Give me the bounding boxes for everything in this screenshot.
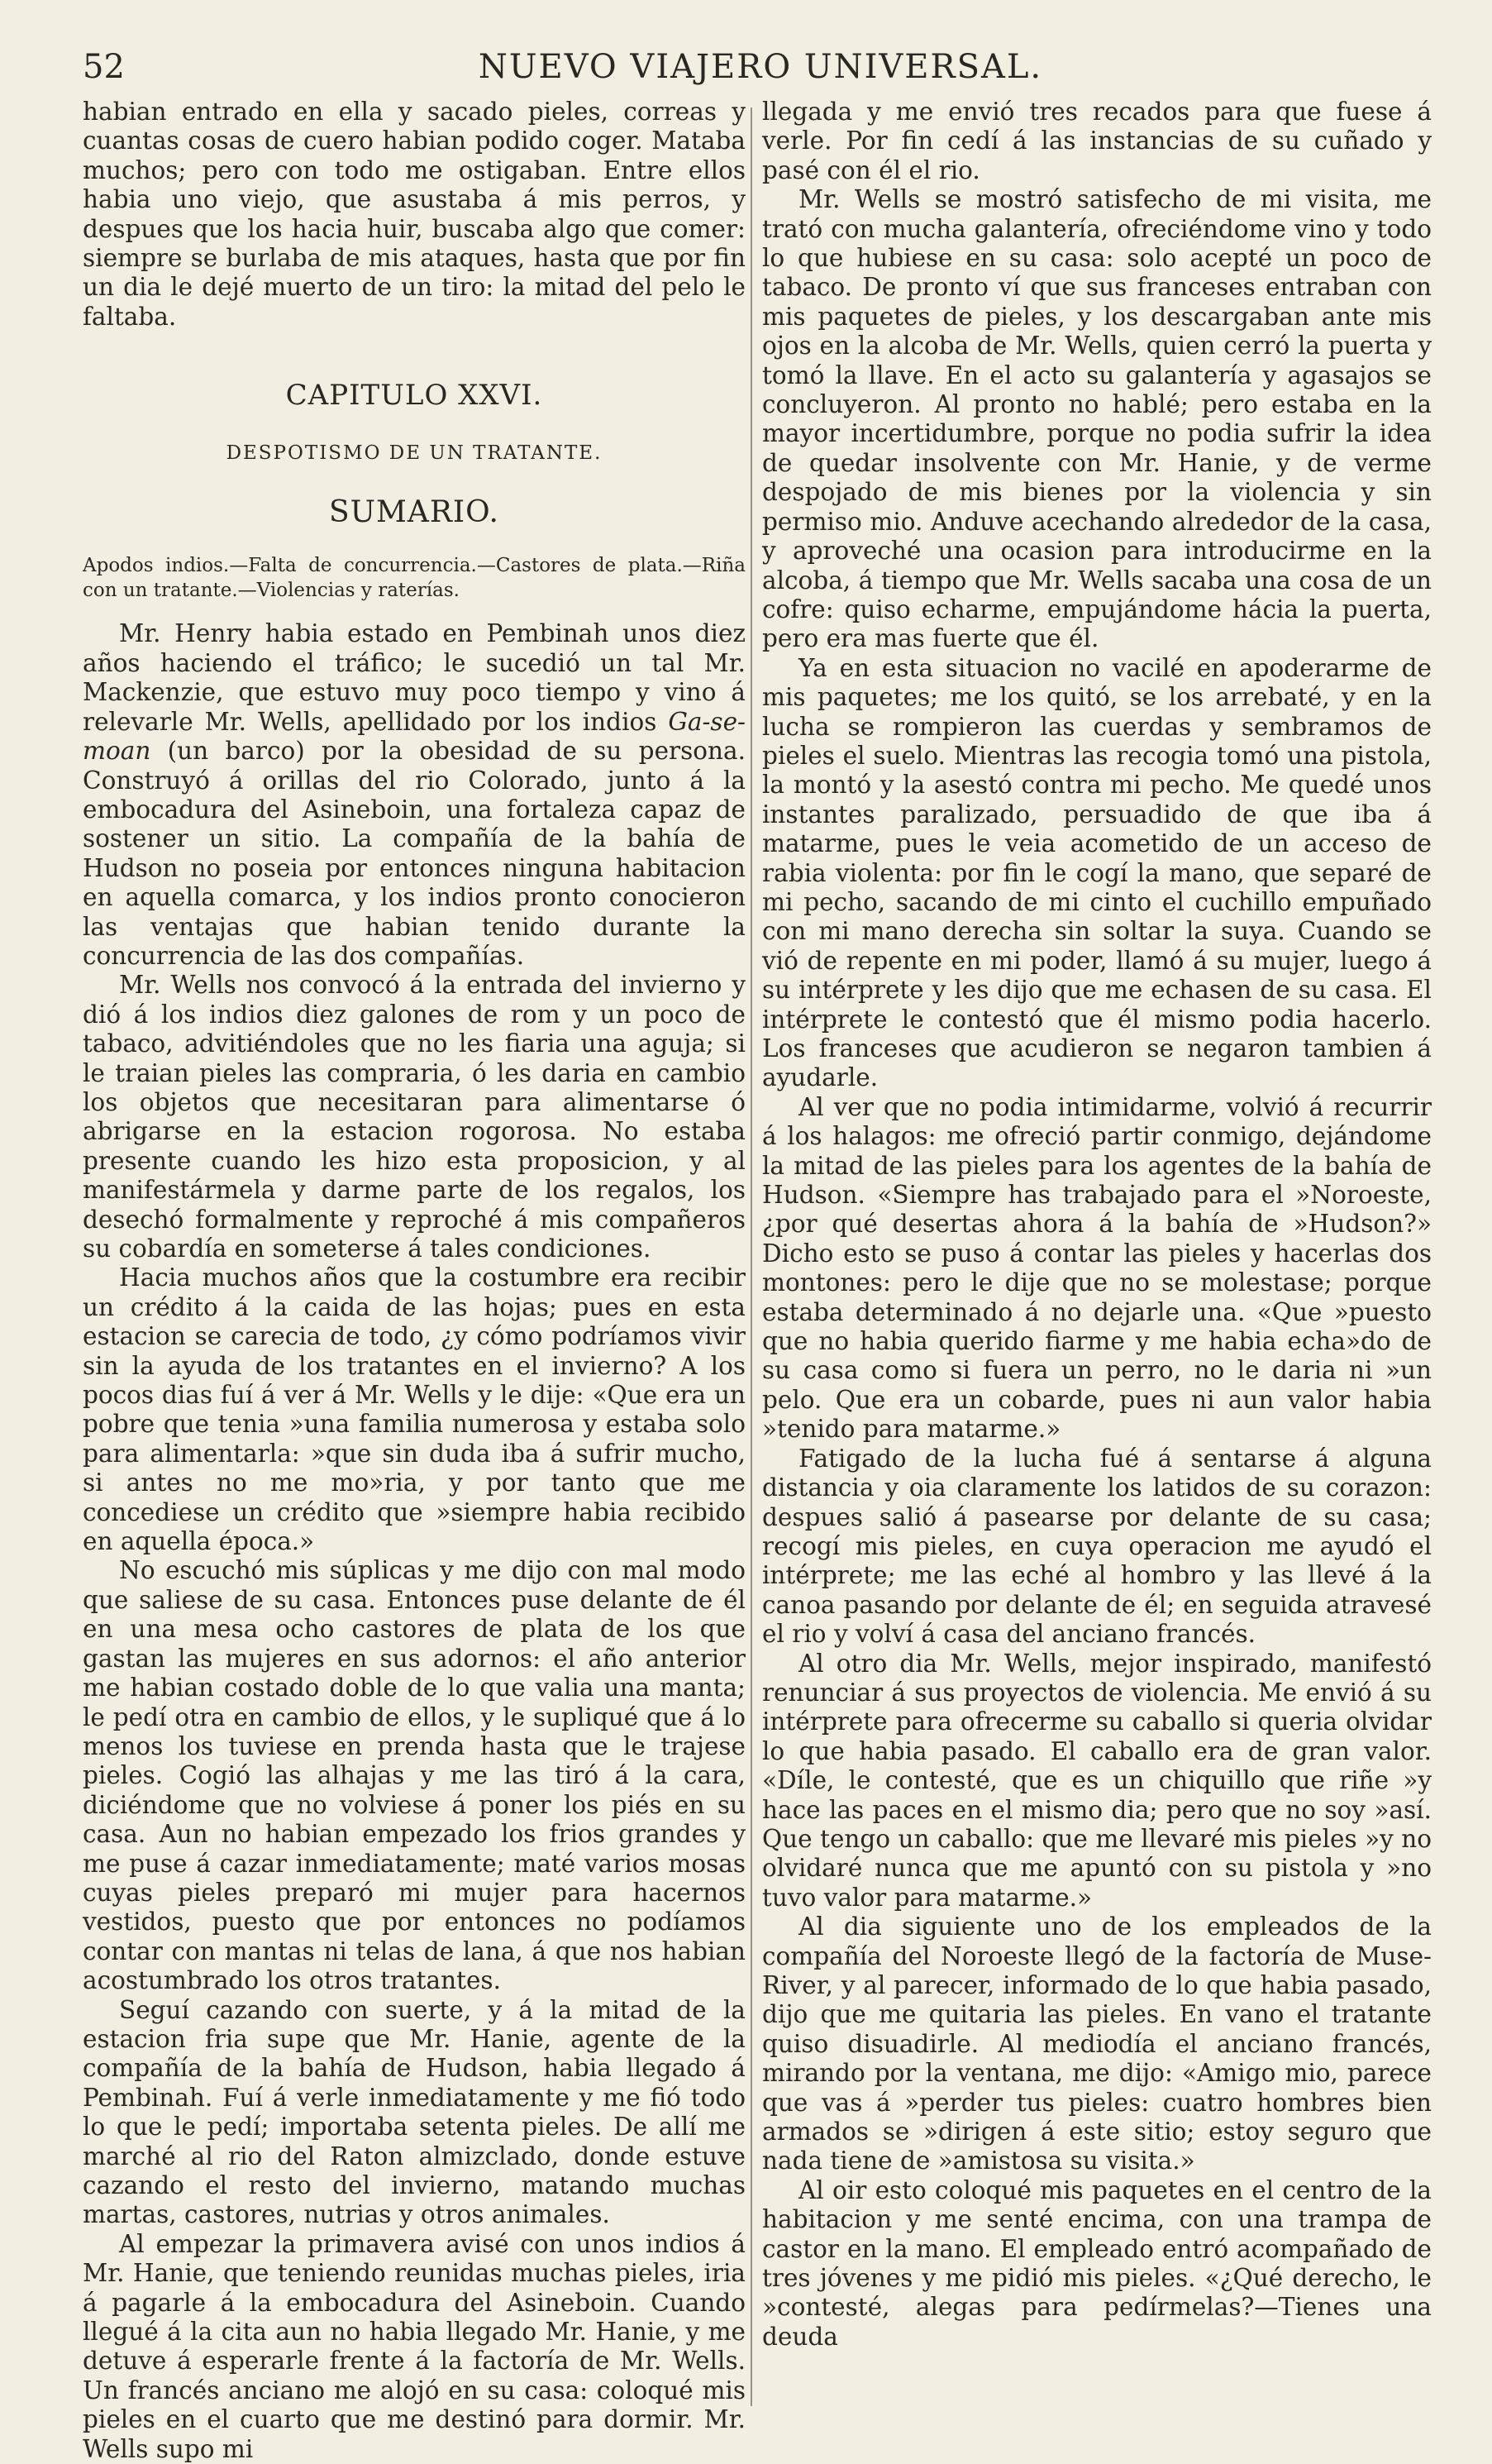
paragraph: Seguí cazando con suerte, y á la mitad de la estacion fria supe que Mr. Hanie, agente de la compañía de la bahía de Hudson, habia llegado á Pembinah. Fuí á verle inmediatamente y me fió todo lo que le pedí; importaba setenta pieles. De allí me marché al rio del Raton almizclado, donde estuve cazando el resto del invierno, matando muchas martas, castores, nutrias y otros animales. [83, 1995, 746, 2229]
running-head [83, 48, 1438, 89]
running-title: NUEVO VIAJERO UNIVERSAL. [478, 48, 1043, 86]
paragraph: Fatigado de la lucha fué á sentarse á alguna distancia y oia claramente los latidos de su corazon: despues salió á pasearse por delante de su casa; recogí mis pieles, en cuya operacion me ayudó el intérprete; me las eché al hombro y las llevé á la canoa pasando por delante de él; en seguida atravesé el rio y volví á casa del anciano francés. [762, 1444, 1432, 1649]
sumario-heading: SUMARIO. [328, 495, 500, 530]
paragraph: Ya en esta situacion no vacilé en apoderarme de mis paquetes; me los quitó, se los arrebaté, y en la lucha se rompieron las cuerdas y sembramos de pieles el suelo. Mientras las recogia tomó una pistola, la montó y la asestó contra mi pecho. Me quedé unos instantes paralizado, persuadido de que iba á matarme, pues le veia acometido de un acceso de rabia violenta: por fin le cogí la mano, que separé de mi pecho, sacando de mi cinto el cuchillo empuñado con mi mano derecha sin soltar la suya. Cuando se vió de repente en mi poder, llamó á su mujer, luego á su intérprete y les dijo que me echasen de su casa. El intérprete le contestó que él mismo podia hacerlo. Los franceses que acudieron se negaron tambien á ayudarle. [762, 653, 1432, 1092]
chapter-heading: CAPITULO XXVI. [285, 379, 543, 413]
right-column [762, 98, 1432, 2404]
paragraph: Al oir esto coloqué mis paquetes en el centro de la habitacion y me senté encima, con una trampa de castor en la mano. El empleado entró acompañado de tres jóvenes y me pidió mis pieles. «¿Qué derecho, le »contesté, alegas para pedírmelas?—Tienes una deuda [762, 2175, 1432, 2351]
paragraph [83, 619, 746, 971]
paragraph: Al ver que no podia intimidarme, volvió á recurrir á los halagos: me ofreció partir conmigo, dejándome la mitad de las pieles para los agentes de la bahía de Hudson. «Siempre has trabajado para el »Noroeste, ¿por qué desertas ahora á la bahía de »Hudson?» Dicho esto se puso á contar las pieles y hacerlas dos montones: pero le dije que no se molestase; porque estaba determinado á no dejarle una. «Que »puesto que no habia querido fiarme y me habia echa»do de su casa como si fuera un perro, no le daria ni »un pelo. Que era un cobarde, pues ni aun valor habia »tenido para matarme.» [762, 1092, 1432, 1444]
paragraph: Hacia muchos años que la costumbre era recibir un crédito á la caida de las hojas; pues en esta estacion se carecia de todo, ¿y cómo podríamos vivir sin la ayuda de los tratantes en el invierno? A los pocos dias fuí á ver á Mr. Wells y le dije: «Que era un pobre que tenia »una familia numerosa y estaba solo para alimentarla: »que sin duda iba á sufrir mucho, si antes no me mo»ria, y por tanto que me concediese un crédito que »siempre habia recibido en aquella época.» [83, 1263, 746, 1556]
paragraph: No escuchó mis súplicas y me dijo con mal modo que saliese de su casa. Entonces puse delante de él en una mesa ocho castores de plata de los que gastan las mujeres en sus adornos: el año anterior me habian costado doble de lo que valia una manta; le pedí otra en cambio de ellos, y le supliqué que á lo menos los tuviese en prenda hasta que le trajese pieles. Cogió las alhajas y me las tiró á la cara, diciéndome que no volviese á poner los piés en su casa. Aun no habian empezado los frios grandes y me puse á cazar inmediatamente; maté varios mosas cuyas pieles preparó mi mujer para hacernos vestidos, puesto que por entonces no podíamos contar con mantas ni telas de lana, á que nos habian acostumbrado los otros tratantes. [83, 1556, 746, 1995]
chapter-summary: Apodos indios.—Falta de concurrencia.—Castores de plata.—Riña con un tratante.—Violencias y raterías. [83, 555, 746, 602]
chapter-subtitle: DESPOTISMO DE UN TRATANTE. [226, 442, 603, 464]
paragraph-text: (un barco) por la obesidad de su persona. Construyó á orillas del rio Colorado, junto á la embocadura del Asineboin, una fortaleza capaz de sostener un sitio. La compañía de la bahía de Hudson no poseia por entonces ninguna habitacion en aquella comarca, y los indios pronto conocieron las ventajas que habian tenido durante la concurrencia de las dos compañías. [83, 737, 746, 970]
paragraph: Mr. Wells nos convocó á la entrada del invierno y dió á los indios diez galones de rom y un poco de tabaco, advitiéndoles que no les fiaria una aguja; si le traian pieles las compraria, ó les daria en cambio los objetos que necesitaran para alimentarse ó abrigarse en la estacion rogorosa. No estaba presente cuando les hizo esta proposicion, y al manifestármela y darme parte de los regalos, los desechó formalmente y reproché á mis compañeros su cobardía en someterse á tales condiciones. [83, 971, 746, 1263]
left-column [83, 98, 746, 2463]
paragraph: llegada y me envió tres recados para que fuese á verle. Por fin cedí á las instancias de su cuñado y pasé con él el rio. [762, 98, 1432, 184]
paragraph: habian entrado en ella y sacado pieles, correas y cuantas cosas de cuero habian podido coger. Mataba muchos; pero con todo me ostigaban. Entre ellos habia uno viejo, que asustaba á mis perros, y despues que los hacia huir, buscaba algo que comer: siempre se burlaba de mis ataques, hasta que por fin un dia le dejé muerto de un tiro: la mitad del pelo le faltaba. [83, 98, 746, 331]
paragraph: Mr. Wells se mostró satisfecho de mi visita, me trató con mucha galantería, ofreciéndome vino y todo lo que hubiese en su casa: solo acepté un poco de tabaco. De pronto ví que sus franceses entraban con mis paquetes de pieles, y los descargaban ante mis ojos en la alcoba de Mr. Wells, quien cerró la puerta y tomó la llave. En el acto su galantería y agasajos se concluyeron. Al pronto no hablé; pero estaba en la mayor incertidumbre, porque no podia sufrir la idea de quedar insolvente con Mr. Hanie, y de verme despojado de mis bienes por la violencia y sin permiso mio. Anduve acechando alrededor de la casa, y aproveché una ocasion para introducirme en la alcoba, á tiempo que Mr. Wells sacaba una cosa de un cofre: quiso echarme, empujándome hácia la puerta, pero era mas fuerte que él. [762, 185, 1432, 653]
paragraph: Al dia siguiente uno de los empleados de la compañía del Noroeste llegó de la factoría de Muse-River, y al parecer, informado de lo que habia pasado, dijo que me quitaria las pieles. En vano el tratante quiso disuadirle. Al mediodía el anciano francés, mirando por la ventana, me dijo: «Amigo mio, parece que vas á »perder tus pieles: cuatro hombres bien armados se »dirigen á este sitio; estoy seguro que nada tiene de »amistosa su visita.» [762, 1912, 1432, 2175]
paragraph: Al otro dia Mr. Wells, mejor inspirado, manifestó renunciar á sus proyectos de violencia. Me envió á su intérprete para ofrecerme su caballo si queria olvidar lo que habia pasado. El caballo era de gran valor. «Díle, le contesté, que es un chiquillo que riñe »y hace las paces en el mismo dia; pero que no soy »así. Que tengo un caballo: que me llevaré mis pieles »y no olvidaré nunca que me apuntó con su pistola y »no tuvo valor para matarme.» [762, 1649, 1432, 1912]
paragraph-text: Mr. Henry habia estado en Pembinah unos diez años haciendo el tráfico; le sucedió un tal Mr. Mackenzie, que estuvo muy poco tiempo y vino á relevarle Mr. Wells, apellidado por los indios [83, 619, 746, 736]
page-number: 52 [83, 48, 125, 86]
italic-term: Ga-se-moan [83, 707, 746, 766]
paragraph: Al empezar la primavera avisé con unos indios á Mr. Hanie, que teniendo reunidas muchas pieles, iria á pagarle á la embocadura del Asineboin. Cuando llegué á la cita aun no habia llegado Mr. Hanie, y me detuve á esperarle frente á la factoría de Mr. Wells. Un francés anciano me alojó en su casa: coloqué mis pieles en el cuarto que me destinó para dormir. Mr. Wells supo mi [83, 2229, 746, 2463]
column-divider [751, 107, 752, 2406]
